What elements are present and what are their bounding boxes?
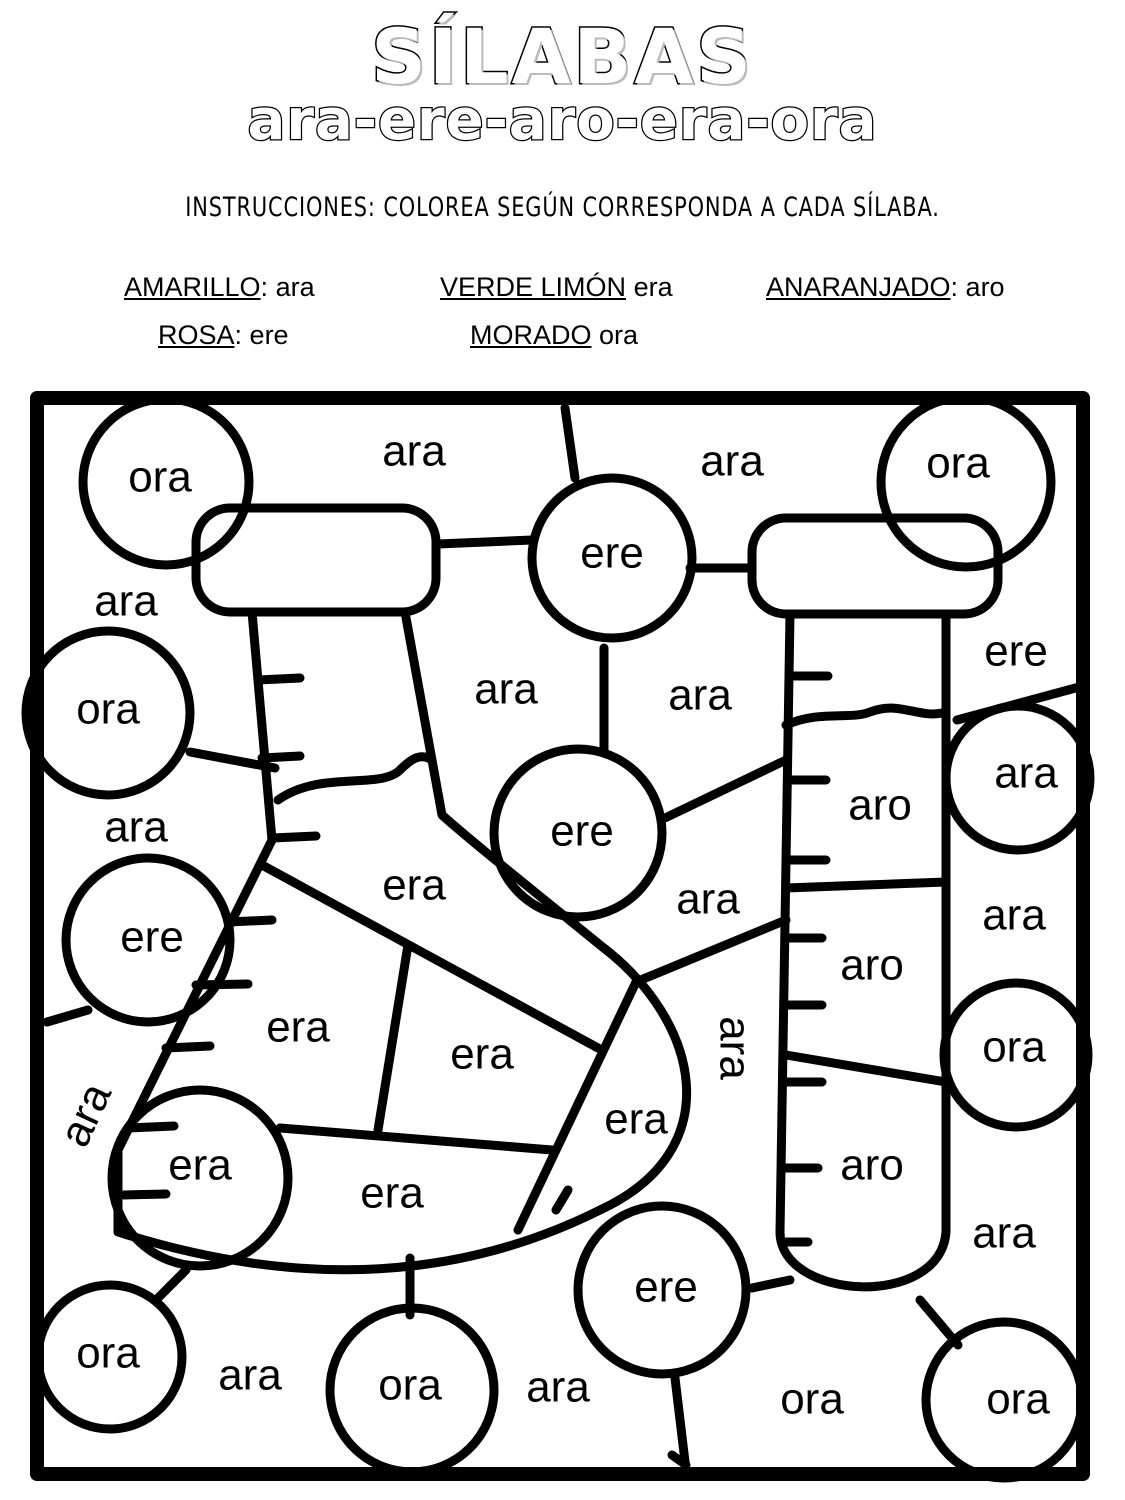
puzzle-syllable-ara: ara [676,874,740,924]
puzzle-syllable-ara: ara [710,1016,760,1080]
puzzle-syllable-era: era [450,1029,514,1079]
puzzle-syllable-ere: ere [580,528,644,578]
puzzle-syllable-ora: ora [378,1360,442,1410]
puzzle-syllable-ora: ora [76,684,140,734]
puzzle-syllable-ere: ere [550,806,614,856]
puzzle-syllable-era: era [266,1002,330,1052]
worksheet-subtitle: ara-ere-aro-era-ora [247,88,878,153]
puzzle-syllable-ara: ara [668,670,732,720]
puzzle-syllable-ara: ara [49,1075,122,1154]
puzzle-syllable-ora: ora [982,1022,1046,1072]
puzzle-syllable-era: era [360,1168,424,1218]
puzzle-syllable-aro: aro [840,940,904,990]
legend-syllable: ere [249,320,289,350]
puzzle-syllable-era: era [604,1094,668,1144]
puzzle-syllable-ara: ara [382,426,446,476]
legend-syllable: aro [965,272,1005,302]
puzzle-syllable-ora: ora [780,1374,844,1424]
puzzle-syllable-aro: aro [848,780,912,830]
puzzle-syllable-ara: ara [994,748,1058,798]
legend-syllable: ara [275,272,315,302]
puzzle-syllable-ara: ara [700,436,764,486]
legend-color: MORADO [470,320,592,350]
puzzle-syllable-ere: ere [634,1262,698,1312]
legend-separator: : [234,320,250,350]
instructions-text: INSTRUCCIONES: COLOREA SEGÚN CORRESPONDA A CADA SÍLABA. [185,192,940,223]
puzzle-syllable-ora: ora [986,1374,1050,1424]
legend-color: VERDE LIMÓN [440,272,627,302]
region-dividers [47,408,1083,1470]
puzzle-syllable-ara: ara [104,802,168,852]
puzzle-syllable-ara: ara [218,1350,282,1400]
puzzle-syllable-ora: ora [926,438,990,488]
puzzle-syllable-ara: ara [94,576,158,626]
legend-color: AMARILLO [124,272,261,302]
puzzle-syllable-ora: ora [128,452,192,502]
legend-syllable: ora [599,320,639,350]
legend-syllable: era [633,272,673,302]
puzzle-syllable-era: era [382,860,446,910]
puzzle-syllable-aro: aro [840,1140,904,1190]
puzzle-syllable-ara: ara [972,1208,1036,1258]
puzzle-syllable-ara: ara [982,890,1046,940]
puzzle-syllable-era: era [168,1140,232,1190]
syllable-words [50,427,1059,1424]
puzzle-syllable-ere: ere [984,626,1048,676]
puzzle-syllable-ere: ere [120,912,184,962]
puzzle-syllable-ora: ora [76,1328,140,1378]
legend-separator: : [260,272,276,302]
legend-color: ROSA [158,320,235,350]
worksheet-title: SÍLABAS [371,12,754,101]
puzzle-syllable-ara: ara [474,664,538,714]
legend-color: ANARANJADO [766,272,951,302]
legend-separator: : [950,272,966,302]
puzzle-syllable-ara: ara [526,1362,590,1412]
